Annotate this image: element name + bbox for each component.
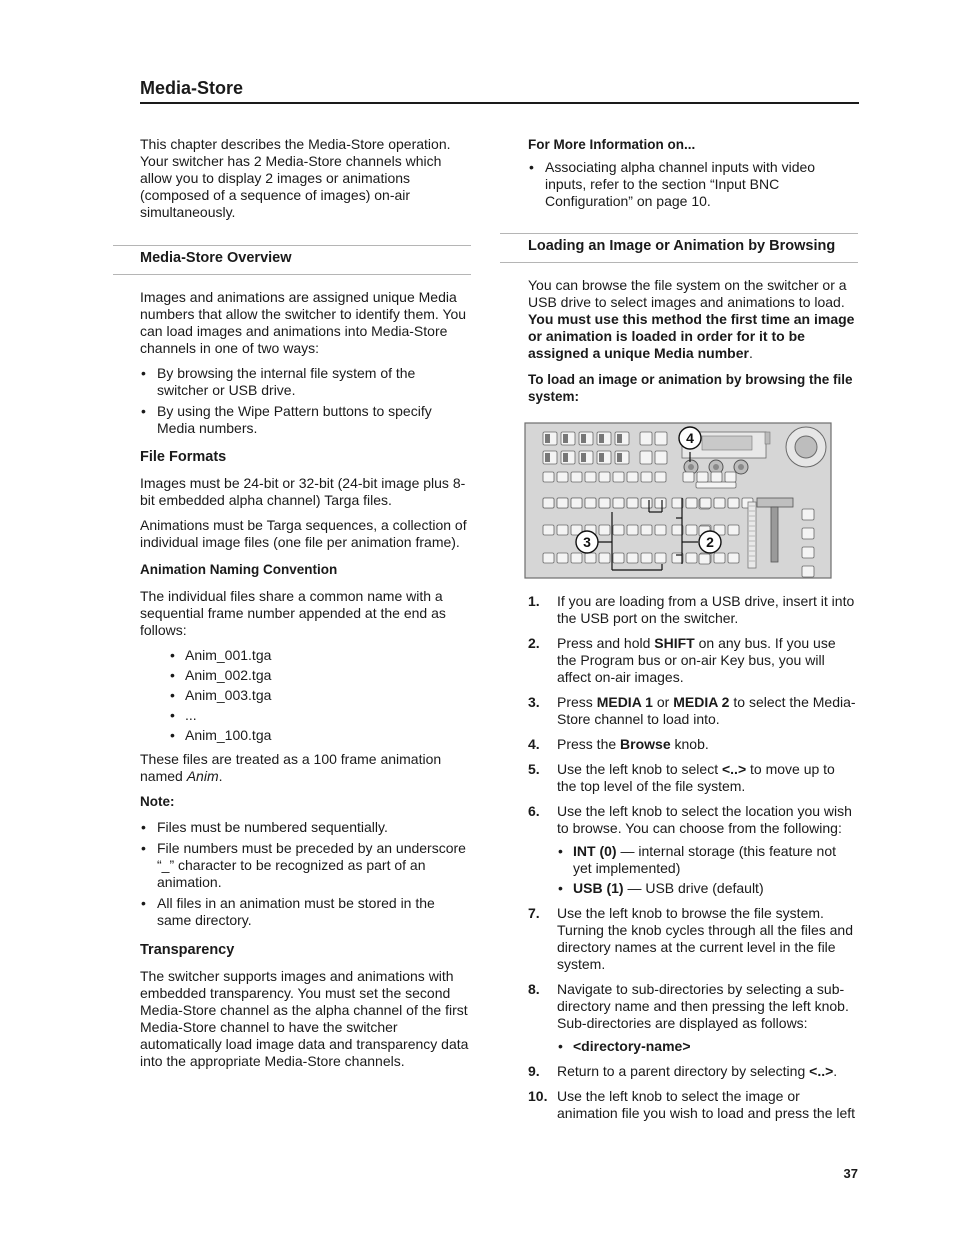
bus-button bbox=[599, 553, 610, 563]
sub-item: • USB (1) — USB drive (default) bbox=[528, 880, 858, 897]
bus-button bbox=[557, 472, 568, 482]
file-formats-text: Images must be 24-bit or 32-bit (24-bit image plus 8-bit embedded alpha channel) Targa files. bbox=[140, 475, 466, 508]
loading-text: You can browse the file system on the switcher or a USB drive to select images and animations to load. You must use this method the first time an image or animation is loaded in order for it to be assigned a unique Media number. bbox=[528, 277, 855, 361]
bus-button bbox=[599, 498, 610, 508]
file-item: • Anim_001.tga bbox=[140, 647, 470, 664]
tbar-slot bbox=[748, 502, 756, 568]
naming-heading: Animation Naming Convention bbox=[140, 562, 338, 577]
page-title: Media-Store bbox=[140, 78, 244, 98]
list-item: • File numbers must be preceded by an underscore “_” character to be recognized as part of an animation. bbox=[140, 840, 470, 891]
step-4: 4. Press the Browse knob. bbox=[528, 736, 709, 752]
file-formats-heading: File Formats bbox=[140, 449, 227, 465]
bus-button bbox=[686, 498, 697, 508]
bus-button bbox=[699, 554, 710, 564]
bus-button bbox=[683, 472, 694, 482]
sub-item: • <directory-name> bbox=[528, 1038, 858, 1055]
bus-button bbox=[613, 553, 624, 563]
bus-button bbox=[557, 553, 568, 563]
file-item: • Anim_002.tga bbox=[140, 667, 470, 684]
bus-button bbox=[641, 525, 652, 535]
more-info-heading: For More Information on... bbox=[528, 137, 696, 152]
title-rule bbox=[140, 102, 859, 104]
list-item: • By using the Wipe Pattern buttons to specify Media numbers. bbox=[140, 403, 470, 437]
bus-button bbox=[543, 472, 554, 482]
bus-button bbox=[571, 553, 582, 563]
more-info-block bbox=[528, 136, 858, 214]
bus-button bbox=[557, 498, 568, 508]
loading-heading: Loading an Image or Animation by Browsing bbox=[528, 238, 836, 254]
bus-button bbox=[728, 498, 739, 508]
file-item: • Anim_100.tga bbox=[140, 727, 470, 744]
step-10: 10. Use the left knob to select the image or animation file you wish to load and press the left bbox=[528, 1088, 856, 1121]
transition-button bbox=[802, 566, 814, 577]
bus-button bbox=[728, 525, 739, 535]
panel-button bbox=[655, 451, 667, 464]
step-6: 6. Use the left knob to select the location you wish to browse. You can choose from the following: bbox=[528, 803, 852, 836]
list-item: • Associating alpha channel inputs with video inputs, refer to the section “Input BNC Configuration” on page 10. bbox=[528, 159, 858, 210]
naming-text: The individual files share a common name with a sequential frame number appended at the end as follows: bbox=[140, 588, 446, 638]
transparency-heading: Transparency bbox=[140, 942, 235, 958]
file-formats-text: Animations must be Targa sequences, a collection of individual image files (one file per animation frame). bbox=[140, 517, 467, 550]
bus-button bbox=[613, 472, 624, 482]
sub-item: • INT (0) — internal storage (this feature not yet implemented) bbox=[528, 843, 858, 877]
callout-number: 2 bbox=[706, 534, 714, 550]
bus-button bbox=[571, 472, 582, 482]
section-rule bbox=[500, 262, 858, 263]
treated-text: These files are treated as a 100 frame animation named Anim. bbox=[140, 751, 442, 784]
pattern-glyph bbox=[599, 434, 604, 443]
transition-button bbox=[802, 509, 814, 520]
panel-button bbox=[640, 451, 652, 464]
lcd-display bbox=[702, 436, 752, 450]
bus-button bbox=[686, 553, 697, 563]
step-9: 9. Return to a parent directory by selecting <..>. bbox=[528, 1063, 838, 1079]
pattern-glyph bbox=[545, 453, 550, 462]
bus-button bbox=[641, 553, 652, 563]
pattern-glyph bbox=[581, 453, 586, 462]
step-8: 8. Navigate to sub-directories by selecting a sub-directory name and then pressing the left knob. Sub-directories are displayed as follows: bbox=[528, 981, 849, 1031]
bus-button bbox=[655, 498, 666, 508]
bus-button bbox=[599, 472, 610, 482]
bus-button bbox=[686, 525, 697, 535]
bus-button bbox=[697, 472, 708, 482]
file-item: • Anim_003.tga bbox=[140, 687, 470, 704]
bus-button bbox=[655, 472, 666, 482]
knob-cap bbox=[713, 464, 719, 470]
bus-button bbox=[543, 525, 554, 535]
list-item: • All files in an animation must be stored in the same directory. bbox=[140, 895, 470, 929]
panel-button bbox=[655, 432, 667, 445]
loading-intro bbox=[528, 277, 858, 413]
anim-name: Anim bbox=[186, 768, 219, 784]
bus-button bbox=[641, 498, 652, 508]
pattern-glyph bbox=[581, 434, 586, 443]
pattern-glyph bbox=[545, 434, 550, 443]
bus-button bbox=[543, 498, 554, 508]
bus-button bbox=[655, 553, 666, 563]
usb-port bbox=[765, 432, 770, 444]
bus-button bbox=[725, 472, 736, 482]
bus-button bbox=[672, 498, 683, 508]
transparency-text: The switcher supports images and animations with embedded transparency. You must set the second Media-Store channel as the alpha channel of the first Media-Store channel to have the switcher automatically load image data and transparency data into the appropriate Media-Store channels. bbox=[140, 968, 469, 1069]
tbar-shaft bbox=[771, 507, 778, 562]
bus-button bbox=[543, 553, 554, 563]
page-number: 37 bbox=[843, 1166, 858, 1181]
bus-button bbox=[700, 498, 711, 508]
procedure-steps bbox=[528, 593, 858, 1130]
bus-button bbox=[728, 553, 739, 563]
pattern-glyph bbox=[599, 453, 604, 462]
bus-button bbox=[655, 525, 666, 535]
pattern-glyph bbox=[563, 434, 568, 443]
slot-button bbox=[696, 482, 736, 488]
pattern-glyph bbox=[563, 453, 568, 462]
tbar-handle bbox=[757, 498, 793, 507]
section-rule bbox=[113, 274, 471, 275]
bus-button bbox=[714, 553, 725, 563]
panel-button bbox=[640, 432, 652, 445]
list-item: • Files must be numbered sequentially. bbox=[140, 819, 470, 836]
transition-button bbox=[802, 547, 814, 558]
file-item: • ... bbox=[140, 707, 470, 724]
procedure-heading: To load an image or animation by browsing the file system: bbox=[528, 372, 853, 404]
list-item: • By browsing the internal file system of the switcher or USB drive. bbox=[140, 365, 470, 399]
bus-button bbox=[585, 498, 596, 508]
bus-button bbox=[585, 553, 596, 563]
section-rule bbox=[500, 233, 858, 234]
bus-button bbox=[627, 472, 638, 482]
bus-button bbox=[571, 498, 582, 508]
section-rule bbox=[113, 245, 471, 246]
intro-paragraph bbox=[140, 136, 470, 229]
bus-button bbox=[613, 525, 624, 535]
bus-button bbox=[641, 472, 652, 482]
left-body bbox=[140, 289, 470, 1078]
pattern-glyph bbox=[617, 434, 622, 443]
switcher-panel-diagram bbox=[524, 422, 834, 582]
bus-button bbox=[672, 525, 683, 535]
bus-button bbox=[557, 525, 568, 535]
step-5: 5. Use the left knob to select <..> to move up to the top level of the file system. bbox=[528, 761, 835, 794]
bus-button bbox=[627, 498, 638, 508]
bus-button bbox=[585, 472, 596, 482]
note-heading: Note: bbox=[140, 794, 175, 809]
bus-button bbox=[711, 472, 722, 482]
bus-button bbox=[627, 525, 638, 535]
pattern-glyph bbox=[617, 453, 622, 462]
step-7: 7. Use the left knob to browse the file system. Turning the knob cycles through all the files and directory names at the current level in the file system. bbox=[528, 905, 853, 972]
step-2: 2. Press and hold SHIFT on any bus. If you use the Program bus or on-air Key bus, you will affect on-air images. bbox=[528, 635, 836, 685]
bus-button bbox=[599, 525, 610, 535]
overview-heading: Media-Store Overview bbox=[140, 250, 292, 266]
knob-cap bbox=[738, 464, 744, 470]
transition-button bbox=[802, 528, 814, 539]
intro-text: This chapter describes the Media-Store operation. Your switcher has 2 Media-Store channels which allow you to display 2 images or animations (composed of a sequence of images) on-air simultaneously. bbox=[140, 136, 451, 220]
callout-number: 4 bbox=[686, 430, 694, 446]
step-1: 1. If you are loading from a USB drive, insert it into the USB port on the switcher. bbox=[528, 593, 855, 626]
bus-button bbox=[714, 498, 725, 508]
joystick bbox=[795, 436, 817, 458]
knob-cap bbox=[688, 464, 694, 470]
bus-button bbox=[627, 553, 638, 563]
overview-text: Images and animations are assigned unique Media numbers that allow the switcher to identify them. You can load images and animations into Media-Store channels in one of two ways: bbox=[140, 289, 467, 356]
callout-number: 3 bbox=[583, 534, 591, 550]
step-3: 3. Press MEDIA 1 or MEDIA 2 to select the Media-Store channel to load into. bbox=[528, 694, 856, 727]
bus-button bbox=[613, 498, 624, 508]
